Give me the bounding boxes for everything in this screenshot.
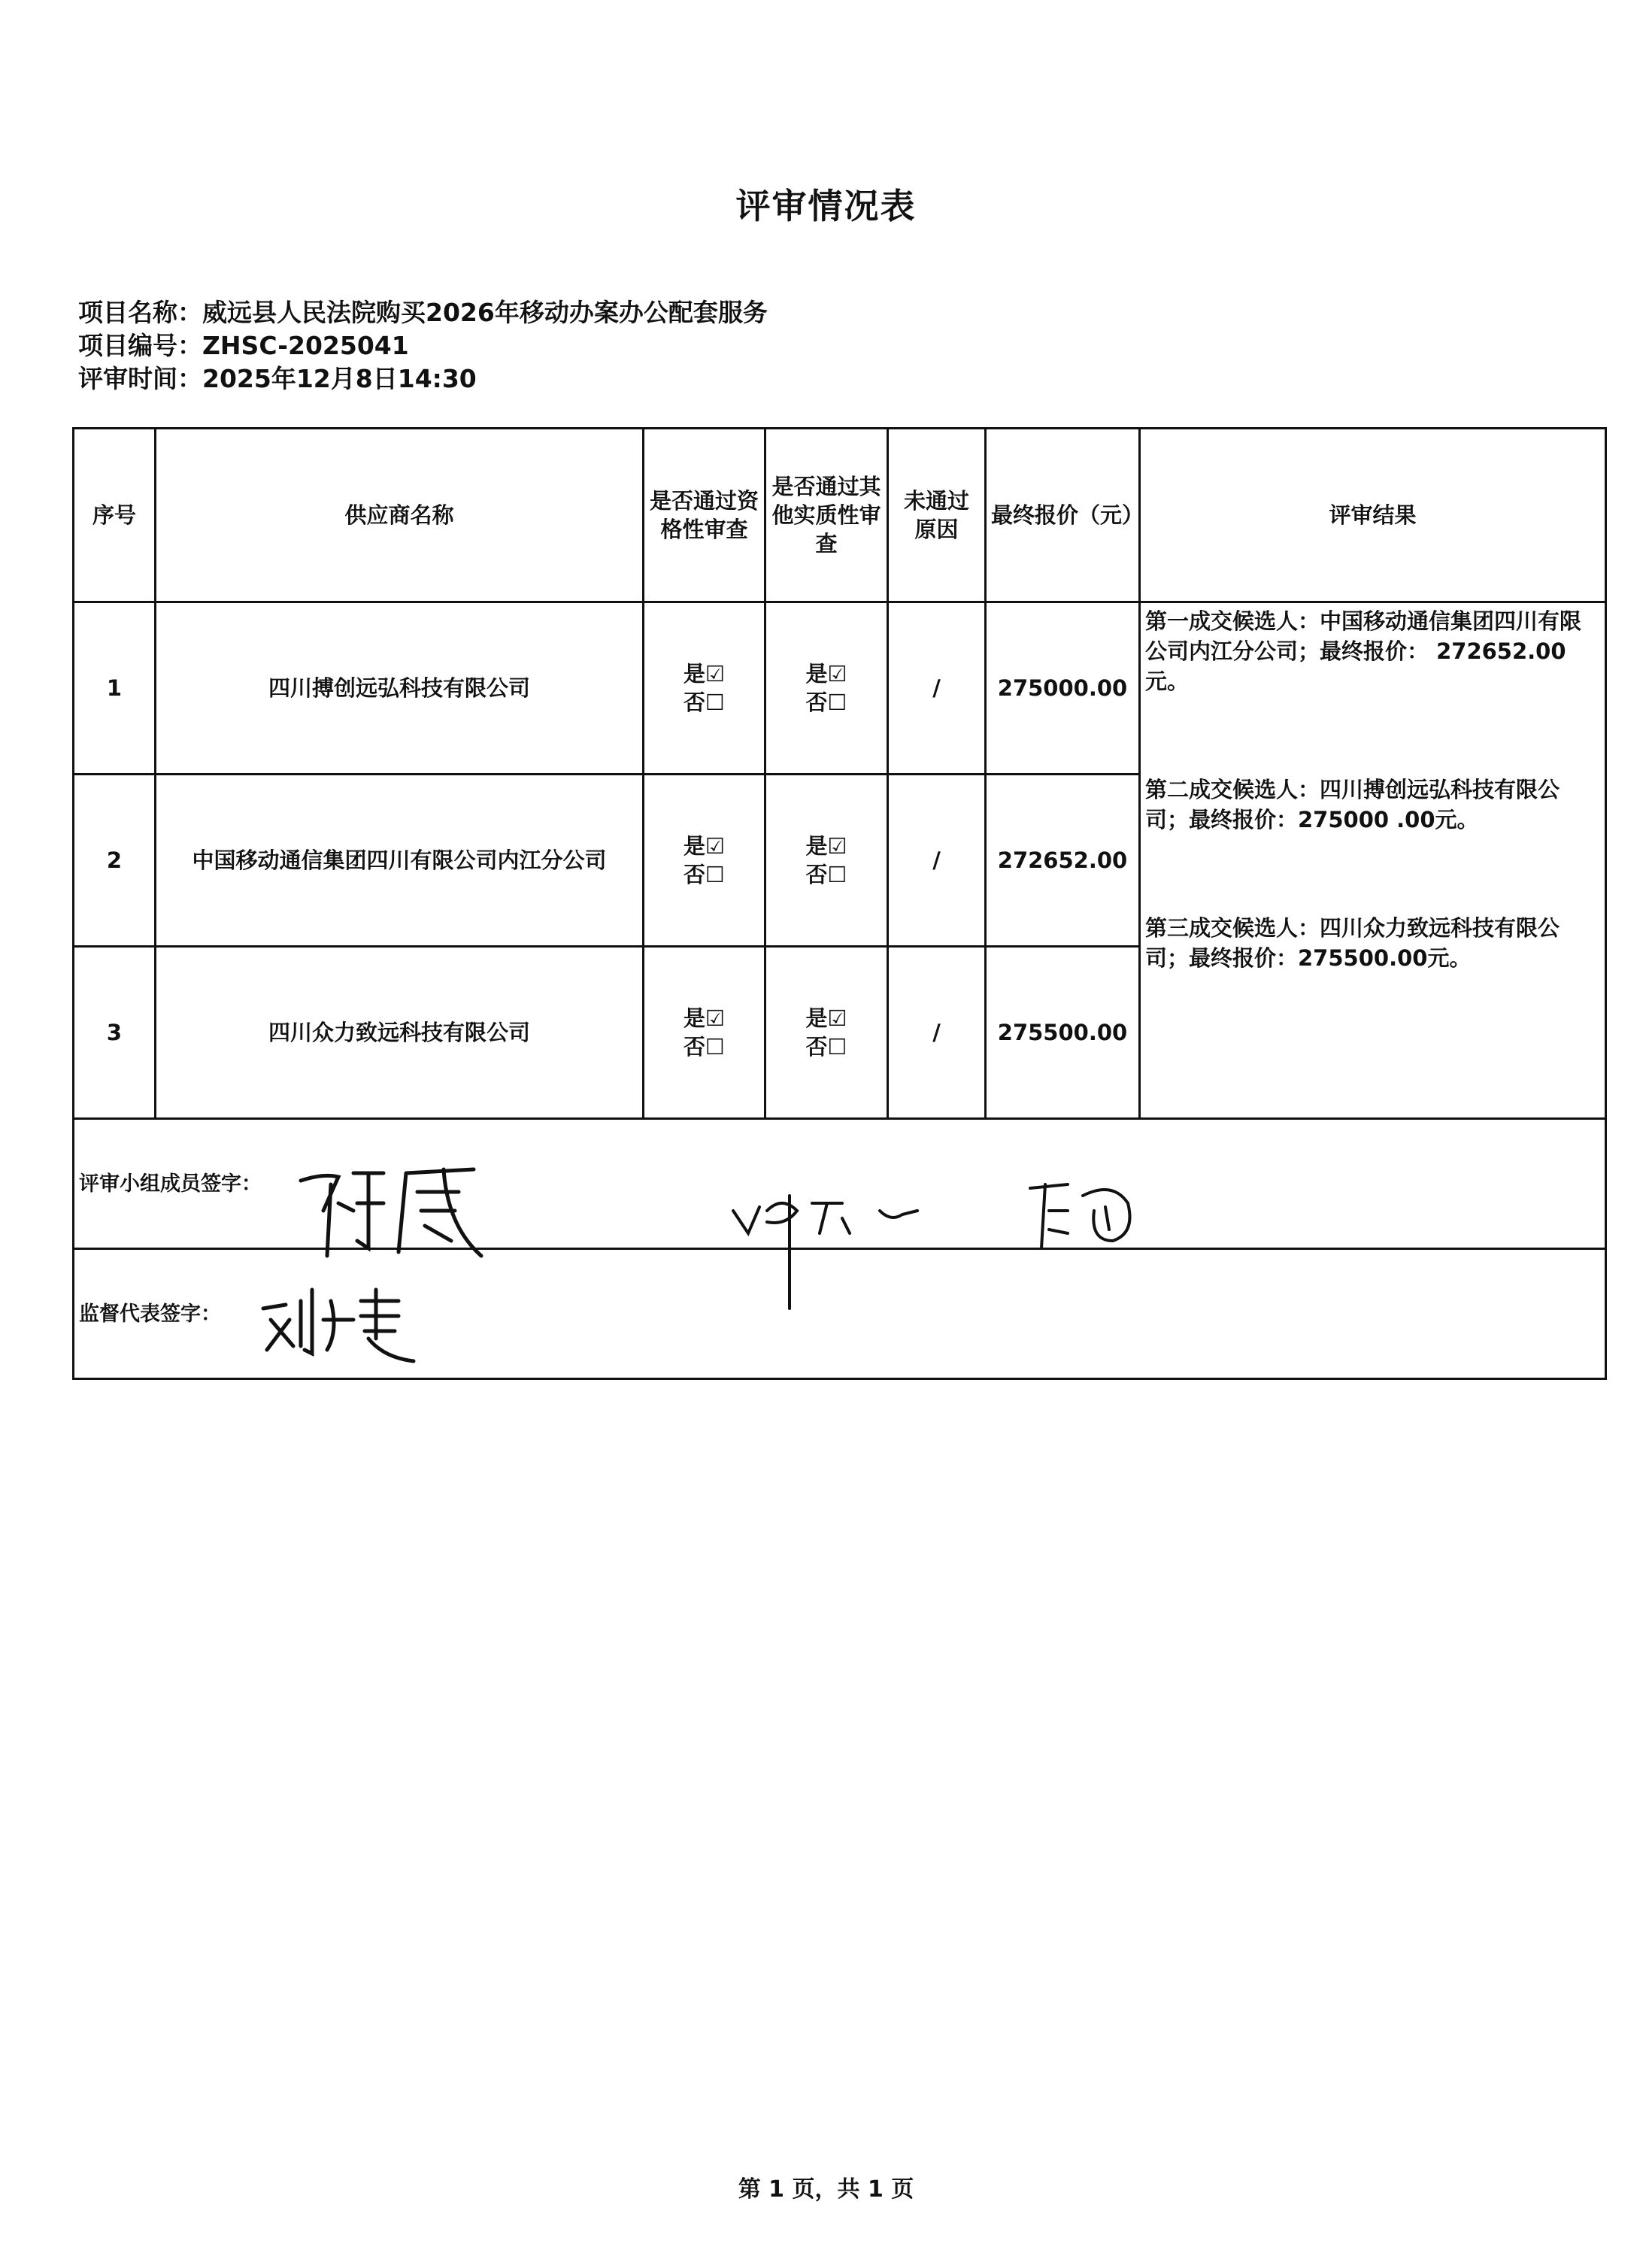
fail-reason: / (888, 947, 986, 1119)
substantive-check (765, 775, 888, 947)
header-substantive: 是否通过其他实质性审查 (765, 429, 888, 602)
supplier-name: 四川搏创远弘科技有限公司 (156, 602, 644, 775)
yes-checkbox: 是☑ (805, 661, 847, 687)
review-time: 评审时间：2025年12月8日14:30 (78, 364, 477, 393)
header-reason: 未通过原因 (888, 429, 986, 602)
no-checkbox: 否☐ (684, 690, 725, 715)
supervisor-signature-label: 监督代表签字： (79, 1302, 221, 1326)
fail-reason: / (888, 602, 986, 775)
review-result (1140, 602, 1606, 1119)
substantive-check (765, 602, 888, 775)
substantive-check (765, 947, 888, 1119)
final-price: 272652.00 (986, 775, 1140, 947)
handwritten-signature-supervisor (256, 1278, 421, 1369)
yes-checkbox: 是☑ (684, 661, 725, 687)
first-candidate: 第一成交候选人：中国移动通信集团四川有限公司内江分公司；最终报价： 272652.00元。 (1145, 608, 1582, 694)
table-row (74, 602, 1606, 775)
header-qualification: 是否通过资格性审查 (644, 429, 765, 602)
yes-checkbox: 是☑ (684, 1005, 725, 1031)
handwritten-signature-1 (293, 1151, 489, 1263)
header-supplier: 供应商名称 (156, 429, 644, 602)
yes-checkbox: 是☑ (805, 1005, 847, 1031)
yes-checkbox: 是☑ (805, 833, 847, 859)
qualification-check (644, 947, 765, 1119)
no-checkbox: 否☐ (805, 1034, 847, 1060)
header-price: 最终报价（元） (986, 429, 1140, 602)
no-checkbox: 否☐ (684, 862, 725, 887)
panel-signature-label: 评审小组成员签字： (79, 1172, 262, 1196)
qualification-check (644, 602, 765, 775)
seq: 1 (74, 602, 156, 775)
handwritten-signature-3 (1023, 1166, 1158, 1263)
header-result: 评审结果 (1140, 429, 1606, 602)
page-footer: 第 1 页，共 1 页 (738, 2176, 914, 2203)
seq: 2 (74, 775, 156, 947)
second-candidate: 第二成交候选人：四川搏创远弘科技有限公司；最终报价：275000 .00元。 (1145, 777, 1560, 832)
project-name: 项目名称：威远县人民法院购买2026年移动办案办公配套服务 (78, 298, 768, 327)
final-price: 275000.00 (986, 602, 1140, 775)
seq: 3 (74, 947, 156, 1119)
no-checkbox: 否☐ (805, 862, 847, 887)
header-seq: 序号 (74, 429, 156, 602)
no-checkbox: 否☐ (805, 690, 847, 715)
no-checkbox: 否☐ (684, 1034, 725, 1060)
supplier-name: 四川众力致远科技有限公司 (156, 947, 644, 1119)
final-price: 275500.00 (986, 947, 1140, 1119)
page-title: 评审情况表 (735, 186, 917, 226)
supplier-name: 中国移动通信集团四川有限公司内江分公司 (156, 775, 644, 947)
handwritten-signature-2 (729, 1181, 955, 1316)
project-number: 项目编号：ZHSC-2025041 (78, 331, 409, 360)
yes-checkbox: 是☑ (684, 833, 725, 859)
third-candidate: 第三成交候选人：四川众力致远科技有限公司；最终报价：275500.00元。 (1145, 915, 1560, 971)
table-header-row (74, 429, 1606, 602)
qualification-check (644, 775, 765, 947)
fail-reason: / (888, 775, 986, 947)
